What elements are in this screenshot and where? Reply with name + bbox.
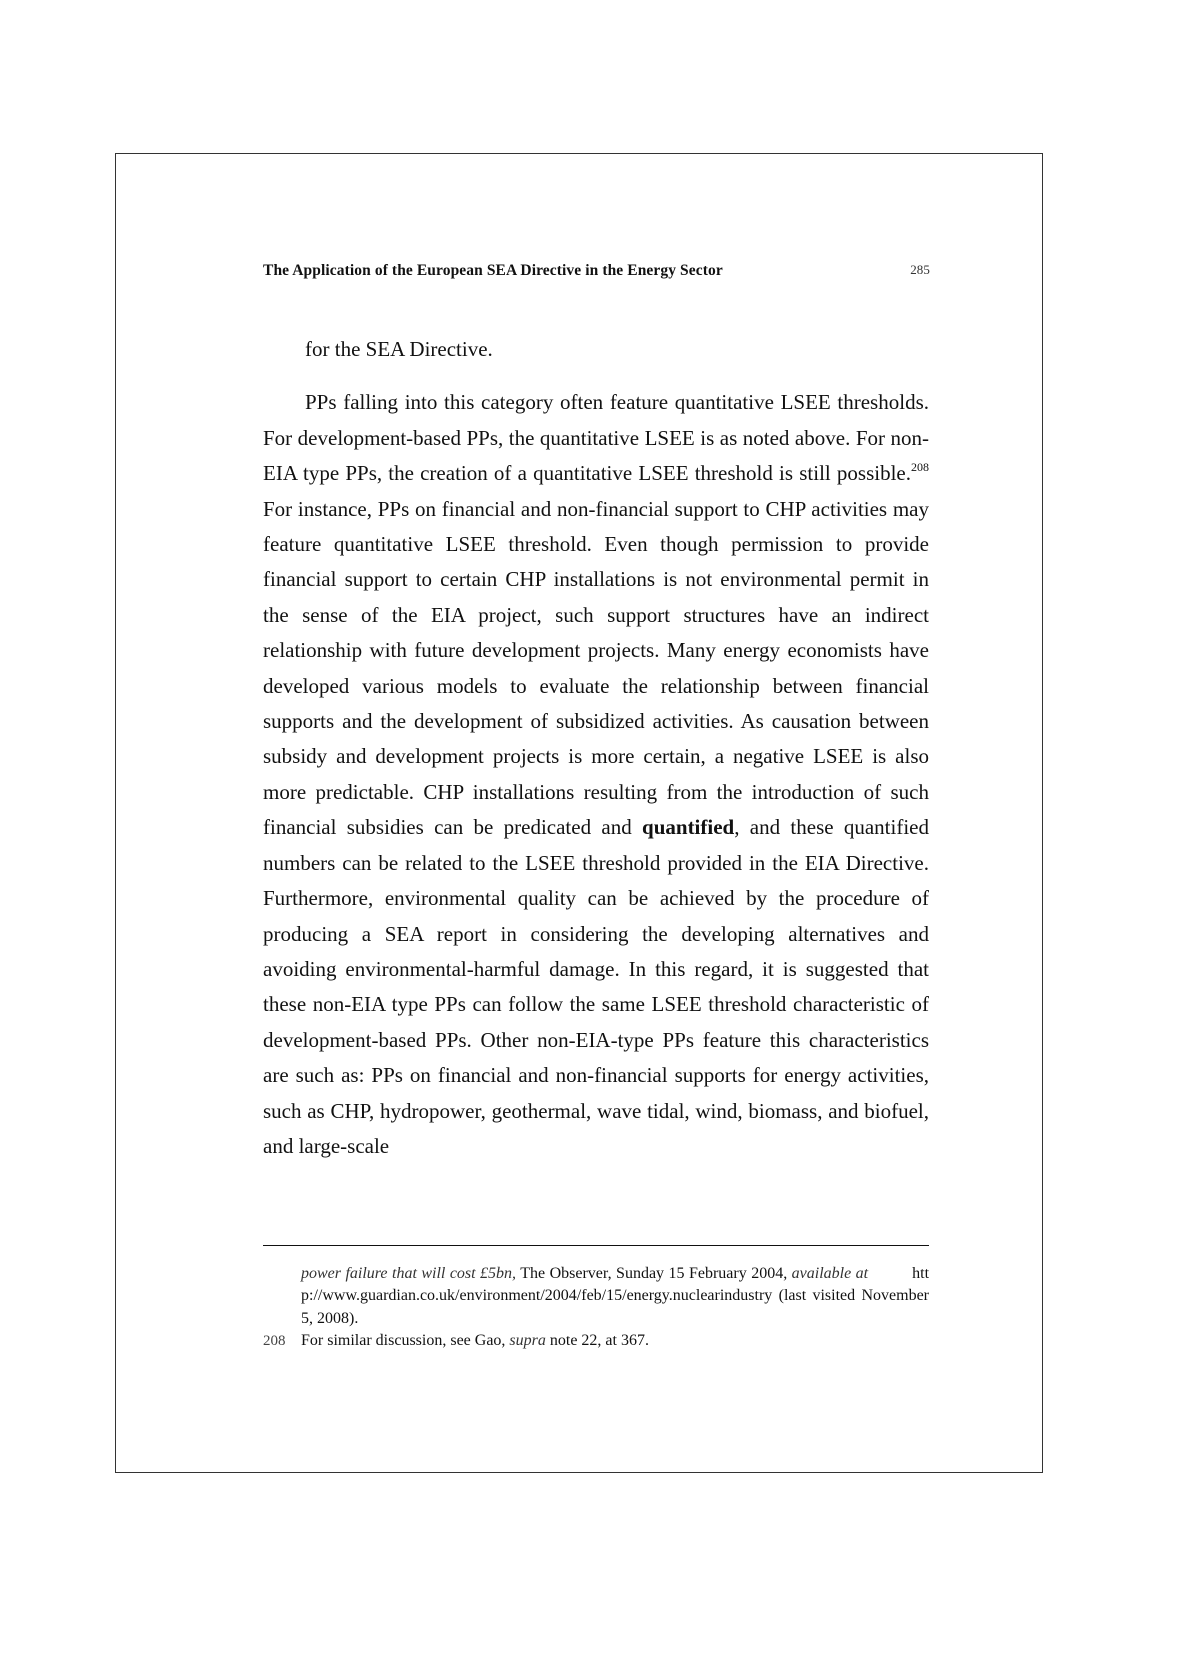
paragraph-text-1: PPs falling into this category often feature quantitative LSEE thresholds. For development-based PPs, the quantitative LSEE is as noted above. For non-EIA type PPs, the creation of a quantitative LSEE threshold is still possible.	[263, 390, 929, 486]
footnote-text-after: note 22, at 367.	[545, 1332, 649, 1350]
footnote-url[interactable]: http://www.guardian.co.uk/environment/2004/feb/15/energy.nuclearindustry	[301, 1265, 930, 1305]
footnote-italic: supra	[509, 1332, 546, 1350]
continuation-line: for the SEA Directive.	[305, 337, 493, 361]
footnote-continued	[263, 1263, 929, 1330]
footnote-208	[263, 1330, 929, 1352]
footnote-reference-208[interactable]: 208	[911, 460, 929, 475]
footnote-visited: (last visited November 5, 2008).	[301, 1287, 929, 1327]
footnote-available-label: available at	[791, 1265, 869, 1282]
paragraph-text-2: For instance, PPs on financial and non-financial support to CHP activities may feature quantitative LSEE threshold. Even though permission to provide financial support to certain CHP installations is not environmental permit in the sense of the EIA project, such support structures have an indirect relationship with future development projects. Many energy economists have developed various models to evaluate the relationship between financial supports and the development of subsidized activities. As causation between subsidy and development projects is more certain, a negative LSEE is also more predictable. CHP installations resulting from the introduction of such financial subsidies can be predicated and	[263, 496, 929, 840]
page-number: 285	[910, 262, 930, 277]
footnote-number: 208	[263, 1333, 286, 1350]
footnotes	[263, 1263, 929, 1353]
bold-emphasis: quantified	[642, 815, 735, 840]
body-text	[263, 332, 929, 1164]
footnote-article-title: power failure that will cost £5bn,	[301, 1265, 517, 1282]
running-head-title: The Application of the European SEA Directive in the Energy Sector	[263, 262, 723, 279]
running-head	[263, 262, 929, 282]
body-paragraph	[263, 385, 929, 1164]
paragraph-text-3: , and these quantified numbers can be related to the LSEE threshold provided in the EIA Directive. Furthermore, environmental quality can be achieved by the procedure of producing a SEA report in considering the developing alternatives and avoiding environmental-harmful damage. In this regard, it is suggested that these non-EIA type PPs can follow the same LSEE threshold characteristic of development-based PPs. Other non-EIA-type PPs feature this characteristics are such as: PPs on financial and non-financial supports for energy activities, such as CHP, hydropower, geothermal, wave tidal, wind, biomass, and biofuel, and large-scale	[263, 815, 930, 1158]
footnote-text-before: For similar discussion, see Gao,	[301, 1332, 510, 1350]
footnote-separator	[263, 1245, 929, 1246]
footnote-source: The Observer, Sunday 15 February 2004,	[516, 1265, 788, 1282]
